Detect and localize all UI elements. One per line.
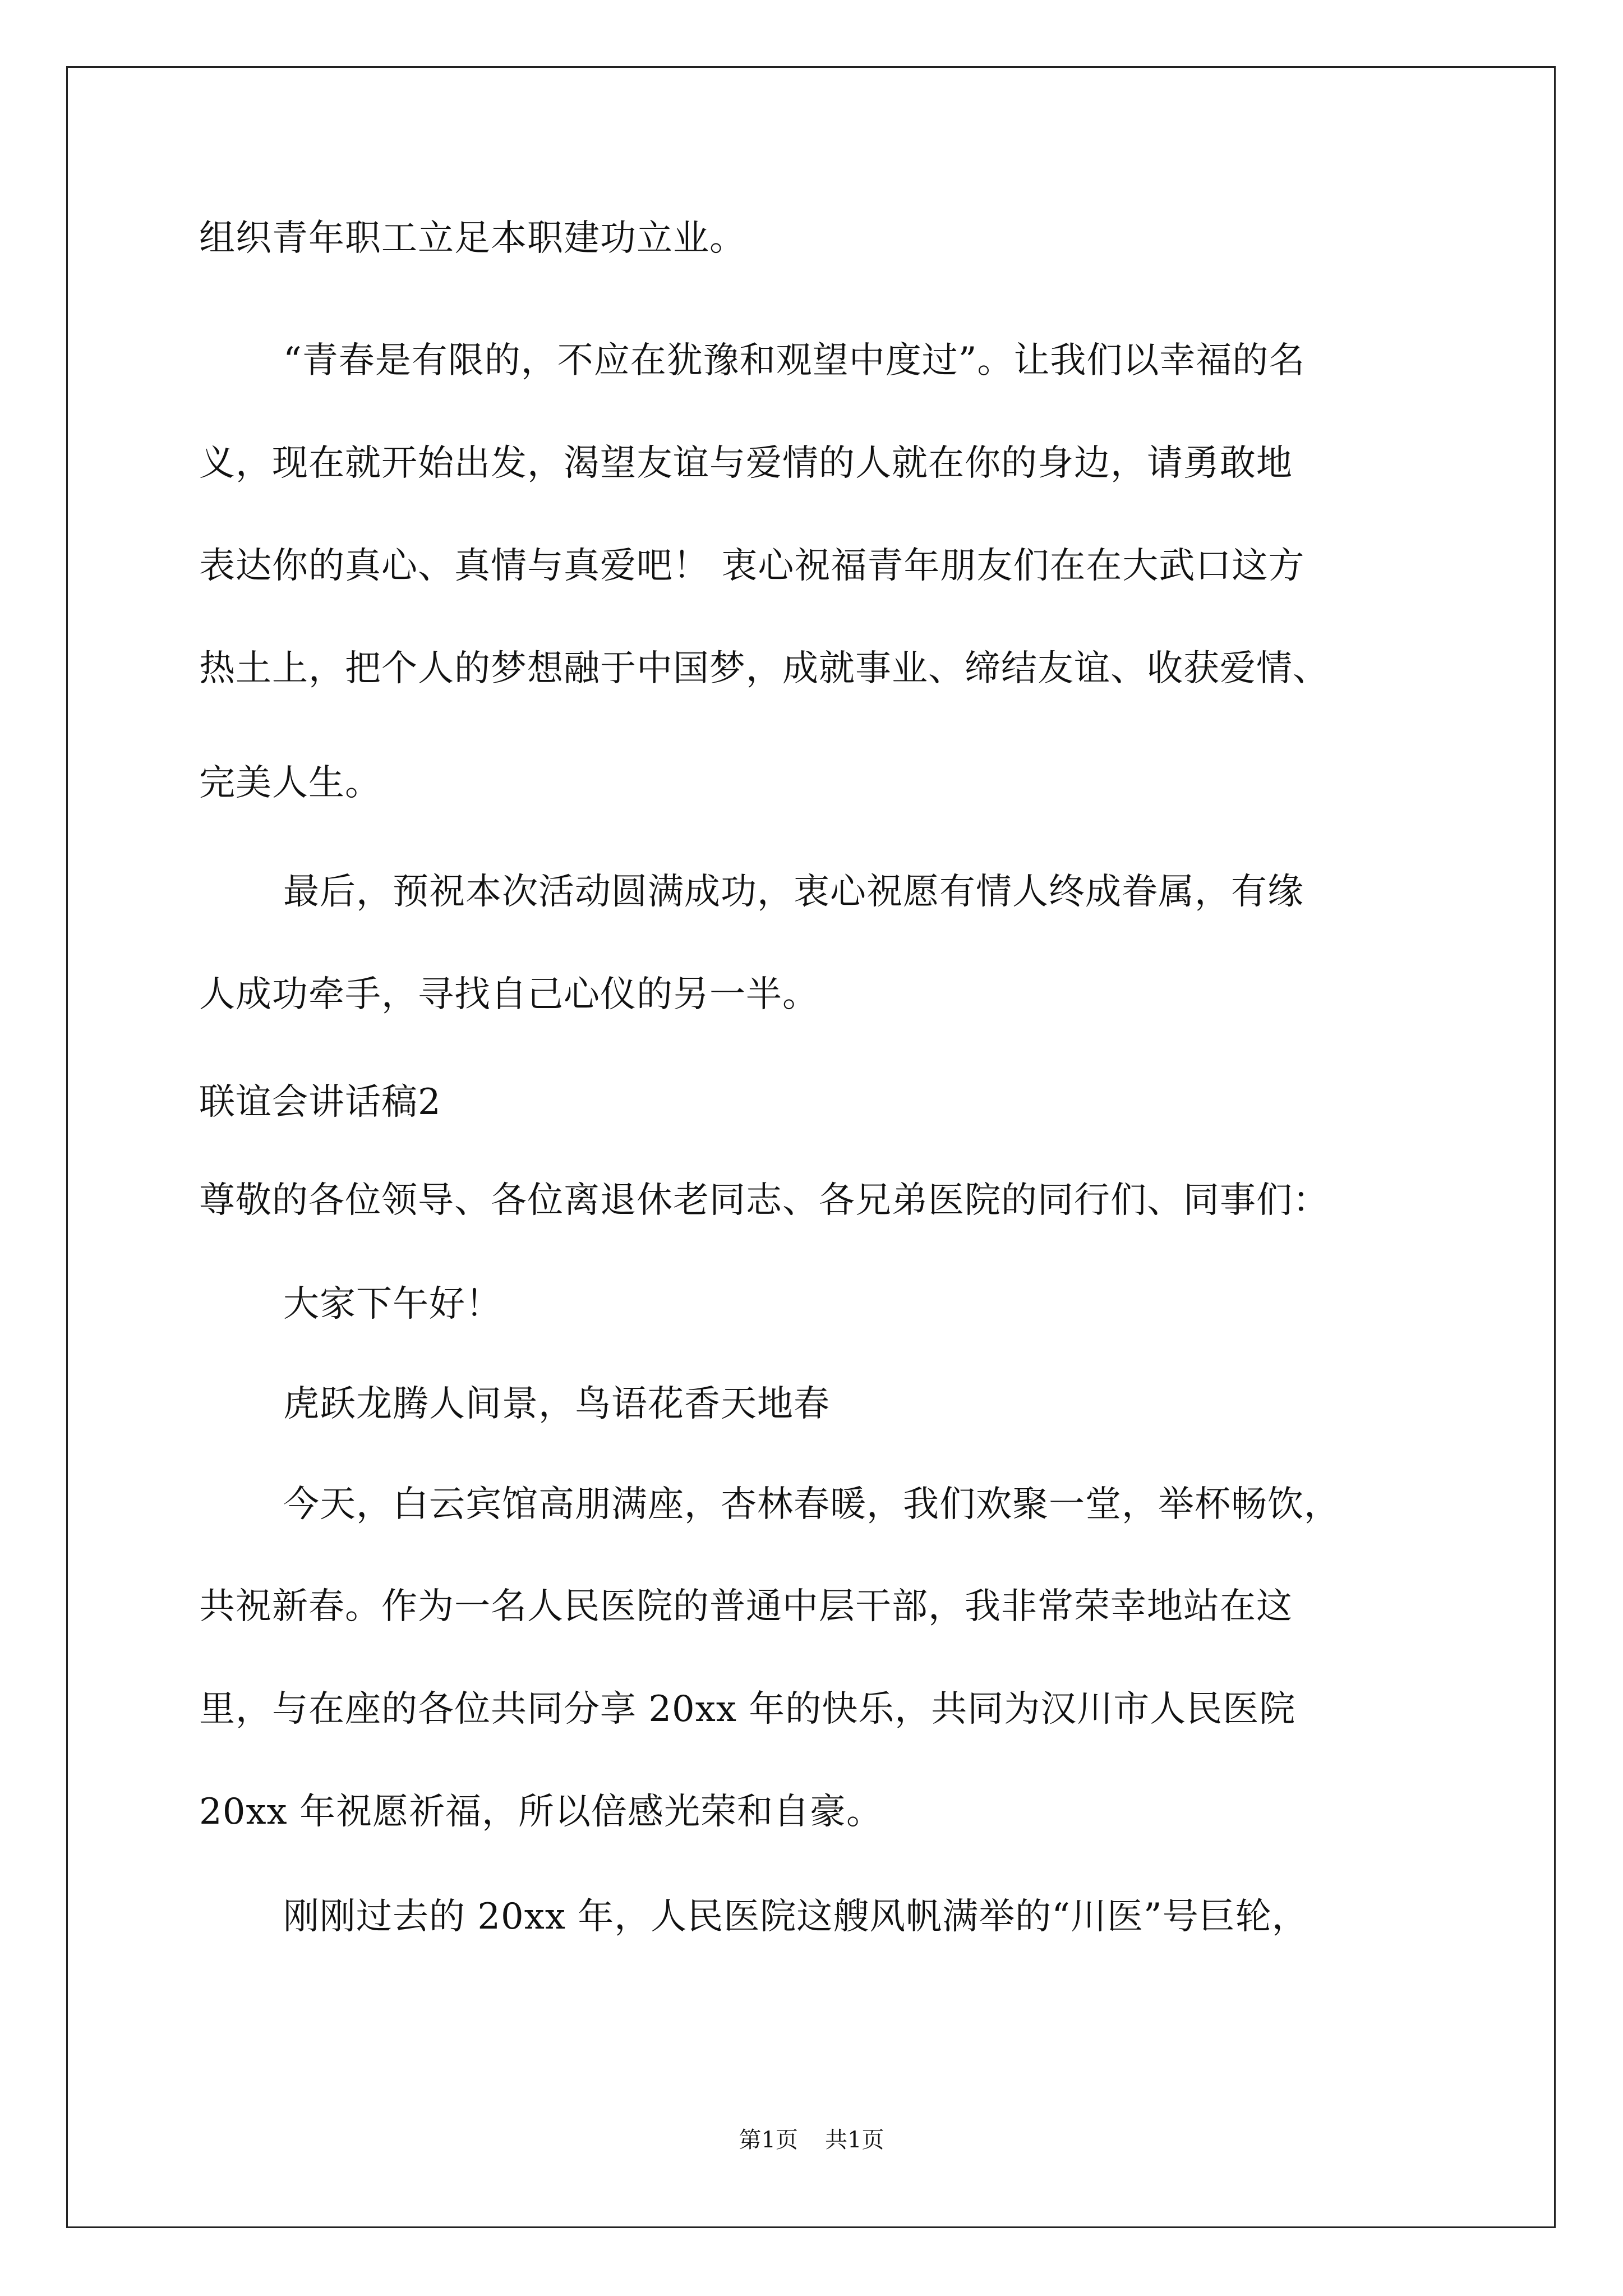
body-line-8: 人成功牵手，寻找自己心仪的另一半。 — [199, 974, 819, 1015]
body-line-4: 表达你的真心、真情与真爱吧！ 衷心祝福青年朋友们在在大武口这方 — [199, 545, 1305, 587]
page-footer — [0, 2126, 1623, 2154]
body-line-2: “青春是有限的，不应在犹豫和观望中度过”。让我们以幸福的名 — [283, 340, 1306, 381]
greeting-line: 大家下午好！ — [283, 1283, 502, 1325]
page-number: 第1页 — [739, 2127, 798, 2153]
body-line-5: 热土上，把个人的梦想融于中国梦，成就事业、缔结友谊、收获爱情、 — [199, 648, 1329, 689]
body-line-16: 20xx 年祝愿祈福，所以倍感光荣和自豪。 — [199, 1791, 883, 1833]
page-total: 共1页 — [825, 2127, 884, 2153]
body-line-14: 共祝新春。作为一名人民医院的普通中层干部，我非常荣幸地站在这 — [199, 1586, 1293, 1627]
body-line-7: 最后，预祝本次活动圆满成功，衷心祝愿有情人终成眷属，有缘 — [283, 871, 1304, 913]
couplet-line: 虎跃龙腾人间景，鸟语花香天地春 — [283, 1383, 830, 1425]
body-line-3: 义，现在就开始出发，渴望友谊与爱情的人就在你的身边，请勇敢地 — [199, 443, 1293, 484]
section-heading: 联谊会讲话稿2 — [199, 1082, 441, 1123]
body-line-1: 组织青年职工立足本职建功立业。 — [199, 218, 746, 259]
body-line-6: 完美人生。 — [199, 762, 381, 804]
body-line-17: 刚刚过去的 20xx 年，人民医院这艘风帆满举的“川医”号巨轮， — [283, 1896, 1308, 1938]
body-line-15: 里，与在座的各位共同分享 20xx 年的快乐，共同为汉川市人民医院 — [199, 1688, 1296, 1730]
body-line-13: 今天，白云宾馆高朋满座，杏林春暖，我们欢聚一堂，举杯畅饮， — [283, 1484, 1340, 1525]
salutation-line: 尊敬的各位领导、各位离退休老同志、各兄弟医院的同行们、同事们： — [199, 1180, 1329, 1221]
